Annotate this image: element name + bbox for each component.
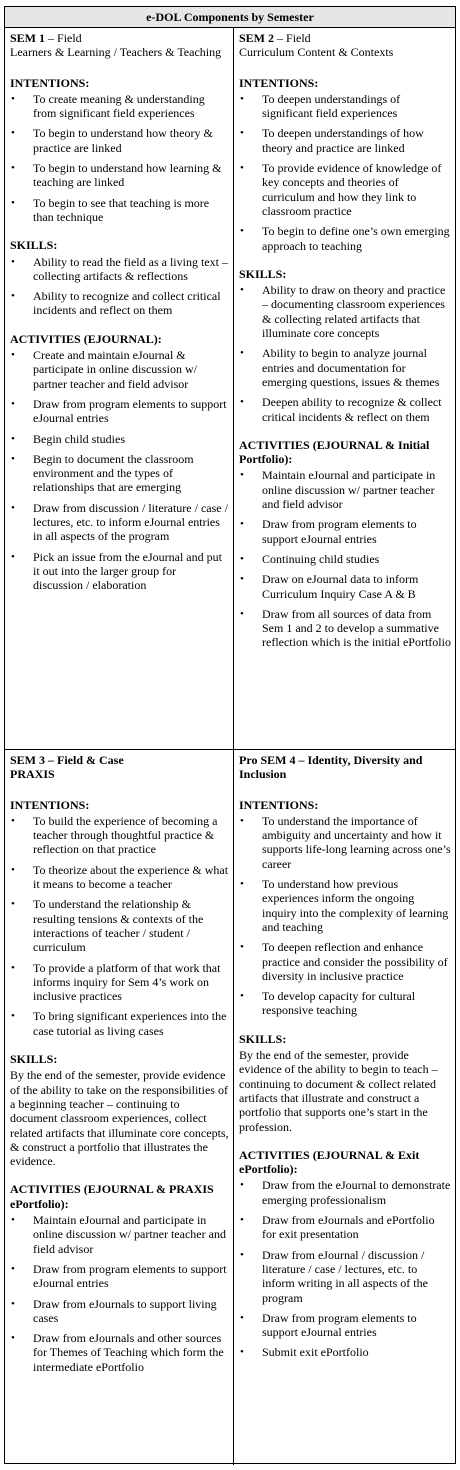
sem2-heading-bold: SEM 2	[239, 31, 275, 45]
list-item: • Maintain eJournal and participate in online discussion w/ partner teacher and field advisor	[239, 468, 451, 511]
sem4-cell	[234, 749, 455, 1465]
sem1-activities-list	[10, 348, 229, 592]
sem2-subtitle: Curriculum Content & Contexts	[239, 45, 394, 60]
sem2-activities-label: ACTIVITIES (EJOURNAL & Initial Portfolio):	[239, 437, 430, 467]
sem4-activities-list	[239, 1178, 451, 1359]
list-item: • Begin child studies	[10, 432, 229, 446]
list-item: • Draw from program elements to support eJournal entries	[10, 397, 229, 426]
list-item: • To deepen reflection and enhance practice and consider the possibility of diversity in inclusive practice	[239, 940, 451, 983]
sem2-heading-rest: – Field	[274, 31, 311, 45]
sem1-cell	[5, 28, 234, 749]
sem3-activities-list	[10, 1213, 229, 1374]
list-item: • Draw from eJournal / discussion / literature / case / lectures, etc. to inform writing in all aspects of the program	[239, 1248, 451, 1305]
sem3-cell	[5, 749, 234, 1465]
sem2-skills-list	[239, 283, 451, 424]
list-item: • Draw from all sources of data from Sem 1 and 2 to develop a summative reflection which is the initial ePortfolio	[239, 607, 451, 650]
sem2-skills-label: SKILLS:	[239, 266, 287, 281]
list-item: • Create and maintain eJournal & participate in online discussion w/ partner teacher and field advisor	[10, 348, 229, 391]
table-title: e-DOL Components by Semester	[5, 7, 455, 28]
sem1-heading-bold: SEM 1	[10, 31, 46, 45]
sem3-skills-text: By the end of the semester, provide evidence of the ability to take on the responsibilities of a beginning teacher – continuing to document classroom experiences, collect related artifacts that illuminate core concepts, & construct a portfolio that illustrates the evidence.	[10, 1068, 229, 1169]
sem2-intentions-label: INTENTIONS:	[239, 75, 319, 90]
list-item: • To provide evidence of knowledge of key concepts and theories of curriculum and how they link to classroom practice	[239, 161, 451, 218]
list-item: • Draw from program elements to support eJournal entries	[239, 517, 451, 546]
list-item: • Ability to read the field as a living text – collecting artifacts & reflections	[10, 255, 229, 284]
sem1-heading	[10, 31, 229, 45]
list-item: • To deepen understandings of significant field experiences	[239, 92, 451, 121]
sem3-intentions-list	[10, 814, 229, 1038]
list-item: • Deepen ability to recognize & collect critical incidents & reflect on them	[239, 395, 451, 424]
sem3-heading	[10, 753, 229, 767]
list-item: • Ability to begin to analyze journal entries and documentation for emerging questions, issues & themes	[239, 346, 451, 389]
list-item: • To develop capacity for cultural responsive teaching	[239, 989, 451, 1018]
list-item: • Draw from program elements to support eJournal entries	[10, 1262, 229, 1291]
sem1-activities-label: ACTIVITIES (EJOURNAL):	[10, 331, 162, 346]
list-item: • To understand how previous experiences inform the ongoing inquiry into the complexity of learning and teaching	[239, 877, 451, 934]
sem4-skills-text: By the end of the semester, provide evidence of the ability to begin to teach – continuing to document & collect related artifacts that illustrate and construct a portfolio that supports one’s start in the profession.	[239, 1048, 438, 1134]
sem2-heading	[239, 31, 451, 45]
list-item: • Submit exit ePortfolio	[239, 1345, 451, 1359]
list-item: • Begin to document the classroom environment and the types of relationships that are emerging	[10, 452, 229, 495]
sem3-subtitle: PRAXIS	[10, 767, 55, 782]
list-item: • To theorize about the experience & what it means to become a teacher	[10, 863, 229, 892]
list-item: • Draw from eJournals to support living cases	[10, 1297, 229, 1326]
list-item: • To bring significant experiences into the case tutorial as living cases	[10, 1009, 229, 1038]
list-item: • Draw on eJournal data to inform Curriculum Inquiry Case A & B	[239, 572, 451, 601]
sem3-heading-bold: SEM 3	[10, 753, 46, 767]
sem2-cell	[234, 28, 455, 749]
sem4-activities-label: ACTIVITIES (EJOURNAL & Exit ePortfolio):	[239, 1147, 420, 1177]
list-item: • To begin to understand how theory & practice are linked	[10, 126, 229, 155]
list-item: • To understand the importance of ambiguity and uncertainty and how it supports life-long learning across one’s career	[239, 814, 451, 871]
list-item: • To deepen understandings of how theory and practice are linked	[239, 126, 451, 155]
list-item: • Maintain eJournal and participate in online discussion w/ partner teacher and field advisor	[10, 1213, 229, 1256]
sem3-activities-label: ACTIVITIES (EJOURNAL & PRAXIS ePortfolio):	[10, 1182, 214, 1211]
list-item: • Ability to draw on theory and practice – documenting classroom experiences & collecting related artifacts that illuminate core concepts	[239, 283, 451, 340]
sem1-intentions-label: INTENTIONS:	[10, 75, 90, 90]
list-item: • To provide a platform of that work that informs inquiry for Sem 4’s work on inclusive practices	[10, 961, 229, 1004]
sem4-intentions-list	[239, 814, 451, 1018]
list-item: • Draw from program elements to support eJournal entries	[239, 1311, 451, 1340]
list-item: • Draw from eJournals and ePortfolio for exit presentation	[239, 1213, 451, 1242]
sem3-skills-label: SKILLS:	[10, 1052, 58, 1067]
list-item: • Draw from eJournals and other sources for Themes of Teaching which form the intermediate ePortfolio	[10, 1331, 229, 1374]
sem3-intentions-label: INTENTIONS:	[10, 797, 90, 812]
list-item: • To create meaning & understanding from significant field experiences	[10, 92, 229, 121]
table-grid	[5, 28, 455, 1463]
list-item: • Continuing child studies	[239, 552, 451, 566]
sem4-heading: Pro SEM 4 – Identity, Diversity and Inclusion	[239, 753, 423, 782]
list-item: • Pick an issue from the eJournal and put it out into the larger group for discussion / elaboration	[10, 550, 229, 593]
sem1-intentions-list	[10, 92, 229, 224]
components-table	[4, 6, 456, 1464]
list-item: • Draw from discussion / literature / case / lectures, etc. to inform eJournal entries in all aspects of the program	[10, 501, 229, 544]
sem3-heading-rest: – Field & Case	[45, 753, 124, 767]
sem2-intentions-list	[239, 92, 451, 253]
list-item: • To understand the relationship & resulting tensions & contexts of the interactions of teacher / student / curriculum	[10, 897, 229, 954]
list-item: • To begin to define one’s own emerging approach to teaching	[239, 224, 451, 253]
list-item: • Ability to recognize and collect critical incidents and reflect on them	[10, 289, 229, 318]
sem1-heading-rest: – Field	[45, 31, 82, 45]
list-item: • To begin to understand how learning & teaching are linked	[10, 161, 229, 190]
sem1-subtitle: Learners & Learning / Teachers & Teaching	[10, 45, 222, 60]
sem2-activities-list	[239, 468, 451, 649]
sem1-skills-list	[10, 255, 229, 318]
sem4-skills-label: SKILLS:	[239, 1031, 287, 1046]
list-item: • Draw from the eJournal to demonstrate emerging professionalism	[239, 1178, 451, 1207]
sem4-intentions-label: INTENTIONS:	[239, 797, 319, 812]
sem1-skills-label: SKILLS:	[10, 238, 58, 253]
list-item: • To build the experience of becoming a teacher through thoughtful practice & reflection on that practice	[10, 814, 229, 857]
list-item: • To begin to see that teaching is more than technique	[10, 196, 229, 225]
